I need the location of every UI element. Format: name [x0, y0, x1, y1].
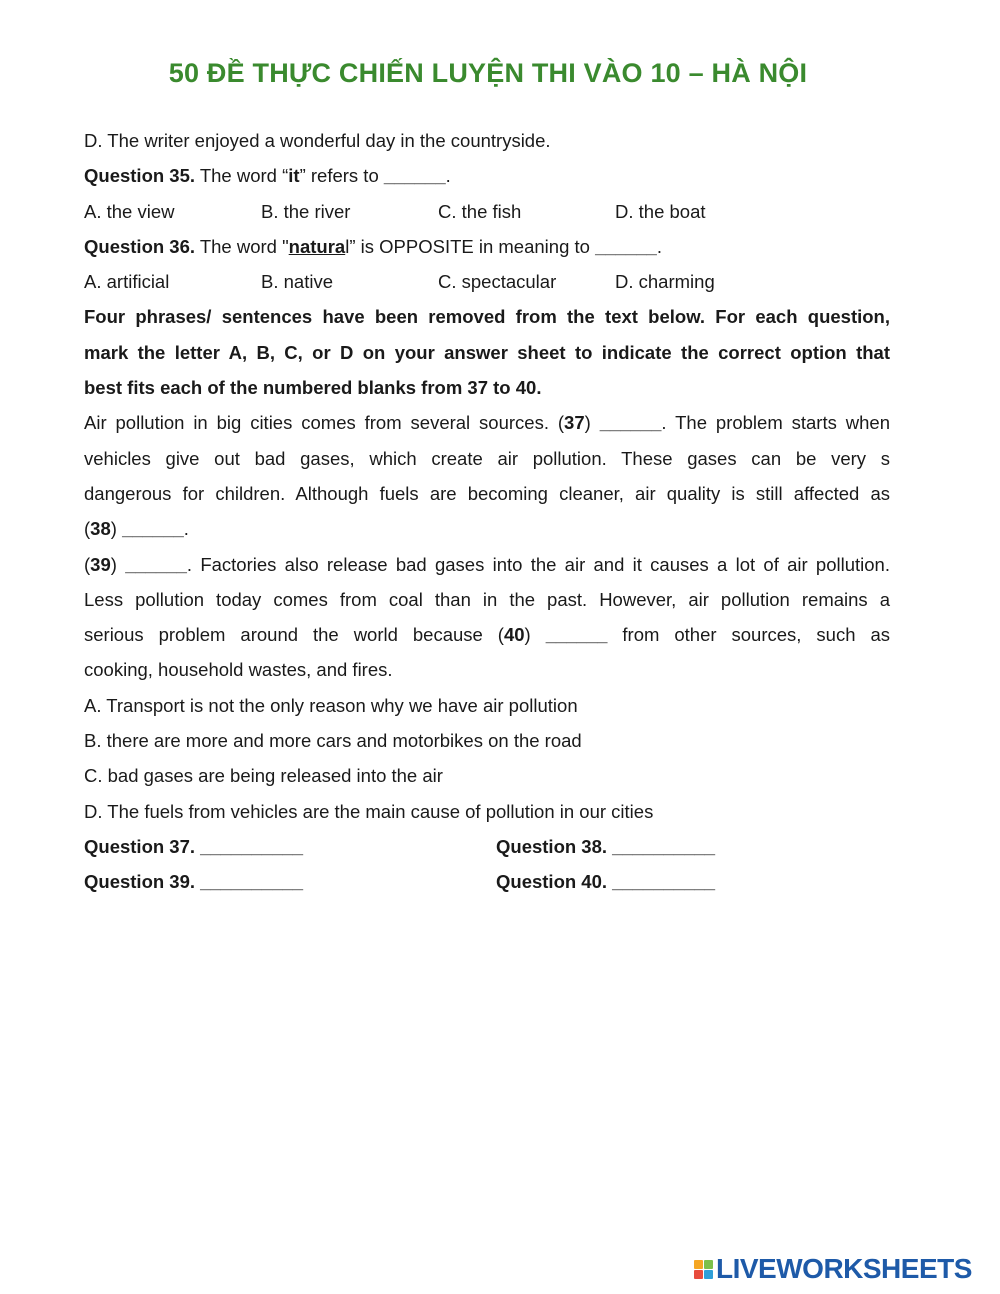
answer-blank-38[interactable]: __________	[612, 835, 716, 857]
blank-37[interactable]: ______	[599, 412, 662, 434]
q36-keyword-tail: l	[345, 235, 350, 257]
choice-b[interactable]: B. there are more and more cars and motorbikes on the road	[84, 730, 582, 752]
answer-blank-40[interactable]: __________	[612, 871, 716, 893]
q36-option-c[interactable]: C. spectacular	[438, 271, 557, 293]
answer-row-2	[84, 867, 890, 902]
q35-option-c[interactable]: C. the fish	[438, 200, 522, 222]
q35-option-a[interactable]: A. the view	[84, 200, 175, 222]
blank-39[interactable]: ______	[125, 553, 187, 575]
passage-text: . Factories also release bad gases into the air and it causes a lot of air pollution.	[186, 553, 890, 575]
q36-stem	[84, 232, 890, 267]
q34-option-d: D. The writer enjoyed a wonderful day in the countryside.	[84, 130, 551, 151]
instructions-text-3: best fits each of the numbered blanks from 37 to 40.	[84, 377, 542, 399]
instructions-line-2	[84, 338, 890, 373]
q36-keyword: natura	[288, 235, 346, 257]
passage-line-2: vehicles give out bad gases, which create air pollution. These gases can be very s	[84, 447, 890, 469]
q35-end: .	[445, 165, 451, 187]
liveworksheets-logo	[694, 1254, 972, 1284]
instructions-line-1	[84, 302, 890, 337]
instructions-text-1: Four phrases/ sentences have been removed from the text below. For each question,	[84, 306, 890, 328]
passage-text: )	[584, 412, 600, 434]
q36-option-a[interactable]: A. artificial	[84, 271, 170, 293]
passage-line-3: dangerous for children. Although fuels are becoming cleaner, air quality is still affected as	[84, 482, 890, 504]
answer-blank-37[interactable]: __________	[200, 835, 304, 857]
worksheet-content	[84, 126, 890, 903]
q35-keyword: it	[288, 165, 300, 187]
blank-40[interactable]: ______	[545, 624, 608, 646]
q35-option-b[interactable]: B. the river	[261, 200, 351, 222]
passage-text: )	[110, 553, 126, 575]
answer-label-38: Question 38.	[496, 835, 608, 857]
q35-label: Question 35.	[84, 165, 196, 187]
passage-text: serious problem around the world because (	[84, 624, 504, 646]
answer-row-1	[84, 832, 890, 867]
passage-text: from other sources, such as	[607, 624, 890, 646]
passage-line-5	[84, 550, 890, 585]
q35-option-d[interactable]: D. the boat	[615, 200, 706, 222]
passage-line-4	[84, 514, 890, 549]
q35-stem	[84, 161, 890, 196]
q36-text-after: ” is OPPOSITE in meaning to	[349, 235, 596, 257]
q36-options	[84, 267, 890, 302]
passage-text: (	[84, 553, 91, 575]
q36-text: The word "	[195, 235, 289, 257]
instructions-text-2: mark the letter A, B, C, or D on your answer sheet to indicate the correct option that	[84, 341, 890, 363]
passage-text: .	[183, 518, 189, 540]
passage-text: Air pollution in big cities comes from several sources. (	[84, 412, 565, 434]
passage-text: (	[84, 518, 91, 540]
passage-line-7	[84, 620, 890, 655]
choice-a[interactable]: A. Transport is not the only reason why we have air pollution	[84, 694, 578, 716]
answer-label-39: Question 39.	[84, 871, 196, 893]
passage-line-6: Less pollution today comes from coal than in the past. However, air pollution remains a	[84, 588, 890, 610]
choice-c[interactable]: C. bad gases are being released into the air	[84, 765, 443, 787]
passage-text: )	[110, 518, 123, 540]
q35-text: The word “	[195, 165, 289, 187]
passage-line-1	[84, 408, 890, 443]
blank-number-40: 40	[503, 624, 525, 646]
instructions-line-3	[84, 373, 890, 408]
blank-number-38: 38	[90, 518, 111, 540]
blank-number-39: 39	[90, 553, 111, 575]
q35-options	[84, 197, 890, 232]
choice-d[interactable]: D. The fuels from vehicles are the main cause of pollution in our cities	[84, 800, 654, 822]
q36-blank[interactable]: ______	[595, 235, 657, 257]
q36-option-d[interactable]: D. charming	[615, 271, 715, 293]
answer-label-40: Question 40.	[496, 871, 608, 893]
q36-option-b[interactable]: B. native	[261, 271, 333, 293]
q36-label: Question 36.	[84, 235, 196, 257]
passage-text: )	[524, 624, 546, 646]
q35-text-after: ” refers to	[299, 165, 384, 187]
q35-blank[interactable]: ______	[383, 165, 446, 187]
page-title: 50 ĐỀ THỰC CHIẾN LUYỆN THI VÀO 10 – HÀ NỘI	[168, 58, 808, 88]
blank-38[interactable]: ______	[122, 518, 184, 540]
blank-number-37: 37	[564, 412, 585, 434]
liveworksheets-logo-text: LIVEWORKSHEETS	[716, 1253, 972, 1284]
passage-text: . The problem starts when	[661, 412, 890, 434]
answer-blank-39[interactable]: __________	[200, 871, 304, 893]
q36-end: .	[656, 235, 662, 257]
liveworksheets-logo-icon	[694, 1260, 713, 1279]
answer-label-37: Question 37.	[84, 835, 196, 857]
passage-line-8: cooking, household wastes, and fires.	[84, 659, 393, 681]
